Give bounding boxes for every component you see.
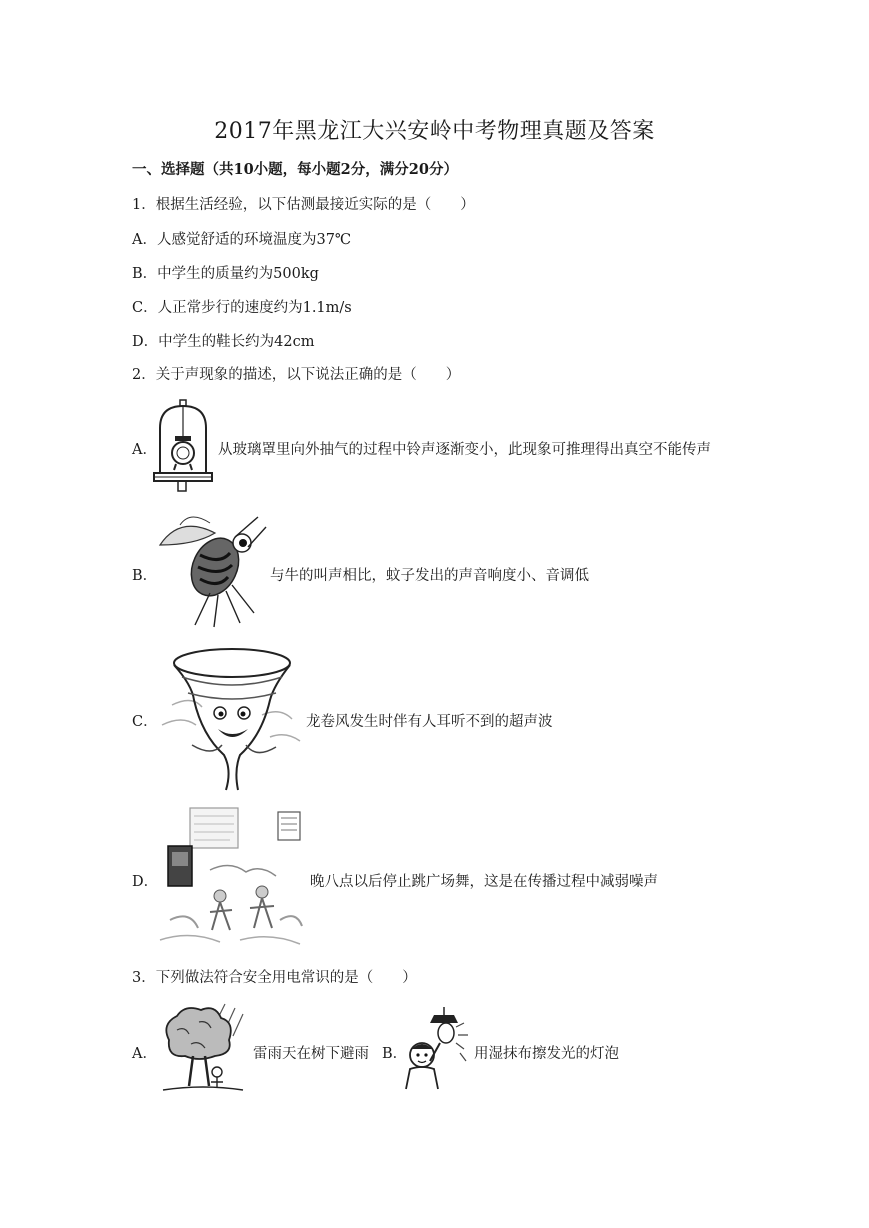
question-3-option-a-letter: A． <box>132 1046 157 1062</box>
question-2-option-a-text[interactable]: 从玻璃罩里向外抽气的过程中铃声逐渐变小，此现象可推理得出真空不能传声 <box>218 442 711 458</box>
question-1-option-d[interactable]: D．中学生的鞋长约为42cm <box>132 334 315 350</box>
bell-jar-icon <box>150 398 216 498</box>
question-2-option-d-letter: D． <box>132 874 159 890</box>
question-1-option-a[interactable]: A．人感觉舒适的环境温度为37℃ <box>132 232 352 248</box>
question-2-option-c-letter: C． <box>132 714 158 730</box>
question-1-option-c[interactable]: C．人正常步行的速度约为1.1m/s <box>132 300 352 316</box>
question-2-option-a-letter: A． <box>132 442 157 458</box>
lamp-cleaning-icon <box>400 1005 474 1091</box>
question-1-stem: 1．根据生活经验，以下估测最接近实际的是（ ） <box>132 197 475 213</box>
question-3-stem: 3．下列做法符合安全用电常识的是（ ） <box>132 970 417 986</box>
question-2-option-b-text[interactable]: 与牛的叫声相比，蚊子发出的声音响度小、音调低 <box>270 568 589 584</box>
question-3-option-b-text[interactable]: 用湿抹布擦发光的灯泡 <box>474 1046 619 1062</box>
question-2-stem: 2．关于声现象的描述，以下说法正确的是（ ） <box>132 367 461 383</box>
question-2-option-b-letter: B． <box>132 568 158 584</box>
question-3-option-a-text[interactable]: 雷雨天在树下避雨 <box>253 1046 369 1062</box>
page-title: 2017年黑龙江大兴安岭中考物理真题及答案 <box>214 119 655 144</box>
question-3-option-b-letter: B． <box>382 1046 408 1062</box>
question-1-option-b[interactable]: B．中学生的质量约为500kg <box>132 266 319 282</box>
question-2-option-c-text[interactable]: 龙卷风发生时伴有人耳听不到的超声波 <box>306 714 553 730</box>
tree-rain-icon <box>155 1000 251 1096</box>
tornado-icon <box>152 645 306 795</box>
section-heading: 一、选择题（共10小题，每小题2分，满分20分） <box>132 161 458 178</box>
square-dance-icon <box>150 800 308 952</box>
mosquito-icon <box>150 505 268 635</box>
question-2-option-d-text[interactable]: 晚八点以后停止跳广场舞，这是在传播过程中减弱噪声 <box>310 874 658 890</box>
